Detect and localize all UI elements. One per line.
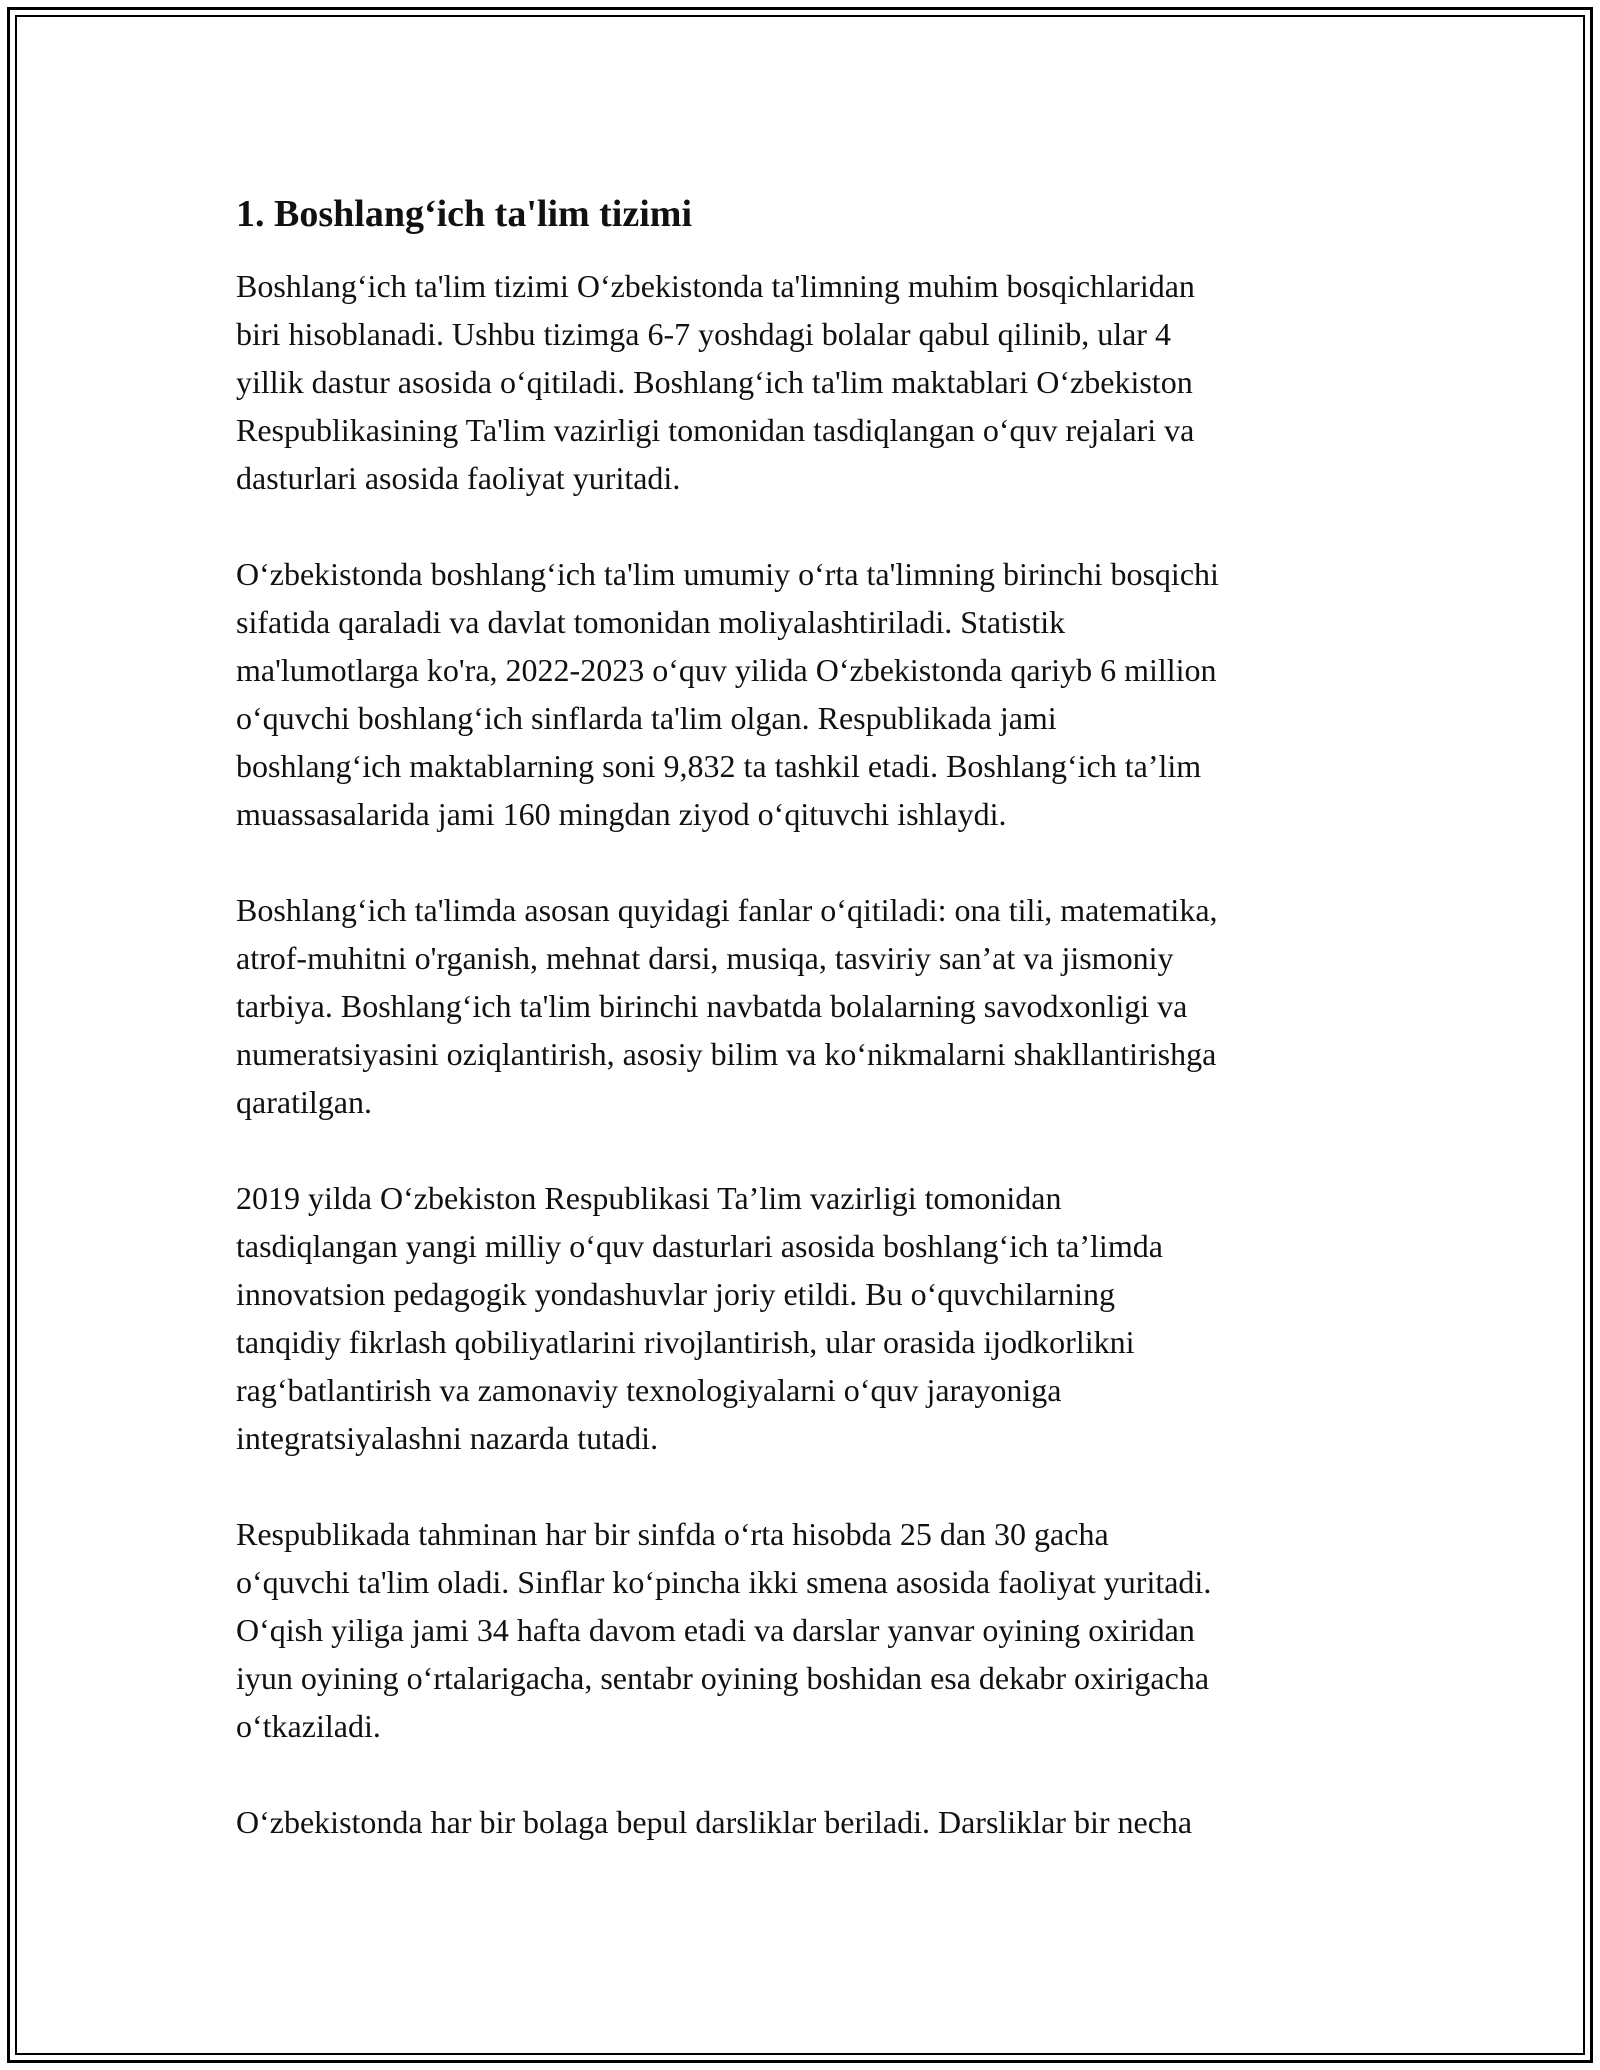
- text-line: muassasalarida jami 160 mingdan ziyod o‘qituvchi ishlaydi.: [236, 796, 1007, 832]
- text-line: numeratsiyasini oziqlantirish, asosiy bilim va ko‘nikmalarni shakllantirishga: [236, 1036, 1217, 1072]
- paragraph-6: [236, 1798, 1376, 1846]
- text-line: o‘tkaziladi.: [236, 1708, 381, 1744]
- text-line: tarbiya. Boshlang‘ich ta'lim birinchi navbatda bolalarning savodxonligi va: [236, 988, 1188, 1024]
- paragraph-2: [236, 550, 1376, 838]
- text-line: Boshlang‘ich ta'lim tizimi O‘zbekistonda ta'limning muhim bosqichlaridan: [236, 268, 1195, 304]
- text-line: innovatsion pedagogik yondashuvlar joriy etildi. Bu o‘quvchilarning: [236, 1276, 1115, 1312]
- paragraph-1: [236, 262, 1376, 502]
- text-line: Boshlang‘ich ta'limda asosan quyidagi fanlar o‘qitiladi: ona tili, matematika,: [236, 892, 1218, 928]
- paragraph-5: [236, 1510, 1376, 1750]
- text-line: O‘zbekistonda boshlang‘ich ta'lim umumiy o‘rta ta'limning birinchi bosqichi: [236, 556, 1219, 592]
- text-line: O‘zbekistonda har bir bolaga bepul darsliklar beriladi. Darsliklar bir necha: [236, 1804, 1193, 1840]
- text-line: Respublikada tahminan har bir sinfda o‘rta hisobda 25 dan 30 gacha: [236, 1516, 1109, 1552]
- text-line: dasturlari asosida faoliyat yuritadi.: [236, 460, 681, 496]
- section-heading: 1. Boshlang‘ich ta'lim tizimi: [236, 193, 692, 235]
- text-line: atrof-muhitni o'rganish, mehnat darsi, musiqa, tasviriy san’at va jismoniy: [236, 940, 1174, 976]
- text-line: o‘quvchi ta'lim oladi. Sinflar ko‘pincha ikki smena asosida faoliyat yuritadi.: [236, 1564, 1212, 1600]
- text-line: qaratilgan.: [236, 1084, 372, 1120]
- text-line: Respublikasining Ta'lim vazirligi tomonidan tasdiqlangan o‘quv rejalari va: [236, 412, 1195, 448]
- paragraph-4: [236, 1174, 1376, 1462]
- text-line: o‘quvchi boshlang‘ich sinflarda ta'lim olgan. Respublikada jami: [236, 700, 1057, 736]
- text-line: integratsiyalashni nazarda tutadi.: [236, 1420, 659, 1456]
- text-line: O‘qish yiliga jami 34 hafta davom etadi va darslar yanvar oyining oxiridan: [236, 1612, 1195, 1648]
- text-line: iyun oyining o‘rtalarigacha, sentabr oyining boshidan esa dekabr oxirigacha: [236, 1660, 1210, 1696]
- document-body: [236, 188, 1376, 1894]
- text-line: 2019 yilda O‘zbekiston Respublikasi Ta’lim vazirligi tomonidan: [236, 1180, 1062, 1216]
- text-line: ma'lumotlarga ko'ra, 2022-2023 o‘quv yilida O‘zbekistonda qariyb 6 million: [236, 652, 1217, 688]
- paragraph-3: [236, 886, 1376, 1126]
- text-line: sifatida qaraladi va davlat tomonidan moliyalashtiriladi. Statistik: [236, 604, 1066, 640]
- text-line: rag‘batlantirish va zamonaviy texnologiyalarni o‘quv jarayoniga: [236, 1372, 1062, 1408]
- text-line: biri hisoblanadi. Ushbu tizimga 6-7 yoshdagi bolalar qabul qilinib, ular 4: [236, 316, 1171, 352]
- text-line: boshlang‘ich maktablarning soni 9,832 ta tashkil etadi. Boshlang‘ich ta’lim: [236, 748, 1202, 784]
- text-line: yillik dastur asosida o‘qitiladi. Boshlang‘ich ta'lim maktablari O‘zbekiston: [236, 364, 1193, 400]
- text-line: tasdiqlangan yangi milliy o‘quv dasturlari asosida boshlang‘ich ta’limda: [236, 1228, 1163, 1264]
- text-line: tanqidiy fikrlash qobiliyatlarini rivojlantirish, ular orasida ijodkorlikni: [236, 1324, 1135, 1360]
